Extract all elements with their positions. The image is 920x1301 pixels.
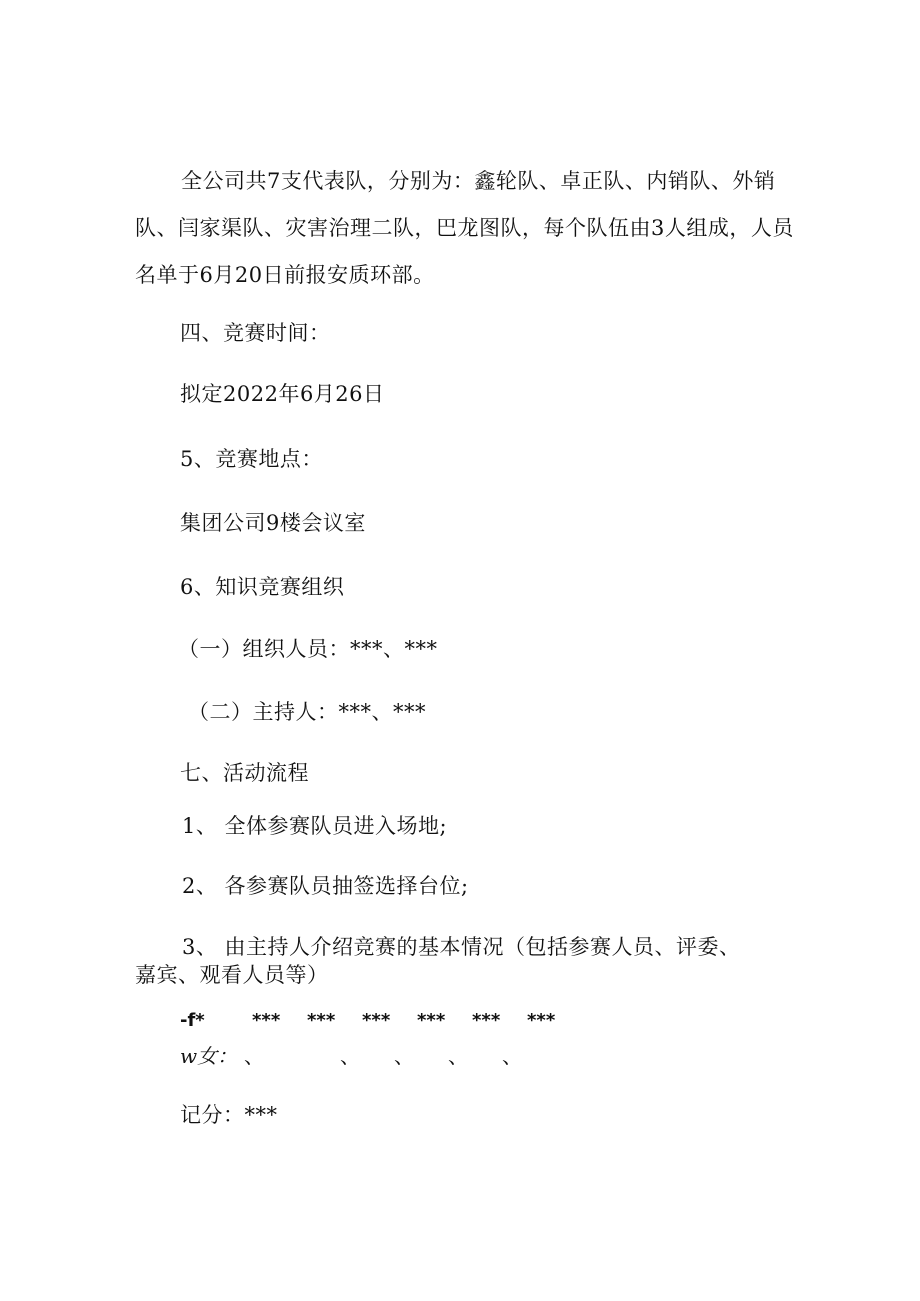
section7-heading: 七、活动流程 bbox=[180, 761, 309, 785]
judges-prefix: -f* bbox=[180, 1010, 205, 1031]
judge-name: *** bbox=[527, 1010, 556, 1031]
judges-separator: 、 bbox=[340, 1044, 360, 1068]
process-step-2: 2、 各参赛队员抽签选择台位; bbox=[182, 874, 469, 898]
paragraph-teams: 全公司共7支代表队，分别为：鑫轮队、卓正队、内销队、外销队、闫家渠队、灾害治理二队，巴龙图队，每个队伍由3人组成，人员名单于6月20日前报安质环部。 bbox=[135, 169, 794, 287]
judges-label-row bbox=[180, 1040, 532, 1069]
judges-separator: 、 bbox=[244, 1044, 264, 1068]
process-step-3-line2: 嘉宾、观看人员等） bbox=[135, 963, 329, 987]
section4-heading: 四、竞赛时间： bbox=[180, 321, 331, 345]
process-step-1: 1、 全体参赛队员进入场地; bbox=[182, 814, 448, 838]
judges-separator: 、 bbox=[502, 1044, 522, 1068]
judges-separator: 、 bbox=[448, 1044, 468, 1068]
section5-body: 集团公司9楼会议室 bbox=[180, 511, 366, 535]
section6-heading: 6、知识竞赛组织 bbox=[180, 575, 345, 599]
process-step-3-line1: 3、 由主持人介绍竞赛的基本情况（包括参赛人员、评委、 bbox=[182, 935, 741, 959]
judge-name: *** bbox=[362, 1010, 391, 1031]
judge-name: *** bbox=[472, 1010, 501, 1031]
judge-name: *** bbox=[252, 1010, 281, 1031]
judges-separator: 、 bbox=[394, 1044, 414, 1068]
scorer-line: 记分：*** bbox=[180, 1103, 278, 1127]
section6-item-organizers: （一）组织人员：***、*** bbox=[178, 637, 438, 661]
judge-name: *** bbox=[417, 1010, 446, 1031]
section6-item-hosts: （二）主持人：***、*** bbox=[188, 700, 426, 724]
judge-name: *** bbox=[307, 1010, 336, 1031]
judges-names-row bbox=[180, 1010, 567, 1031]
section4-body: 拟定2022年6月26日 bbox=[180, 382, 385, 406]
section5-heading: 5、竞赛地点： bbox=[180, 447, 323, 471]
judges-label: w女： bbox=[180, 1044, 238, 1068]
